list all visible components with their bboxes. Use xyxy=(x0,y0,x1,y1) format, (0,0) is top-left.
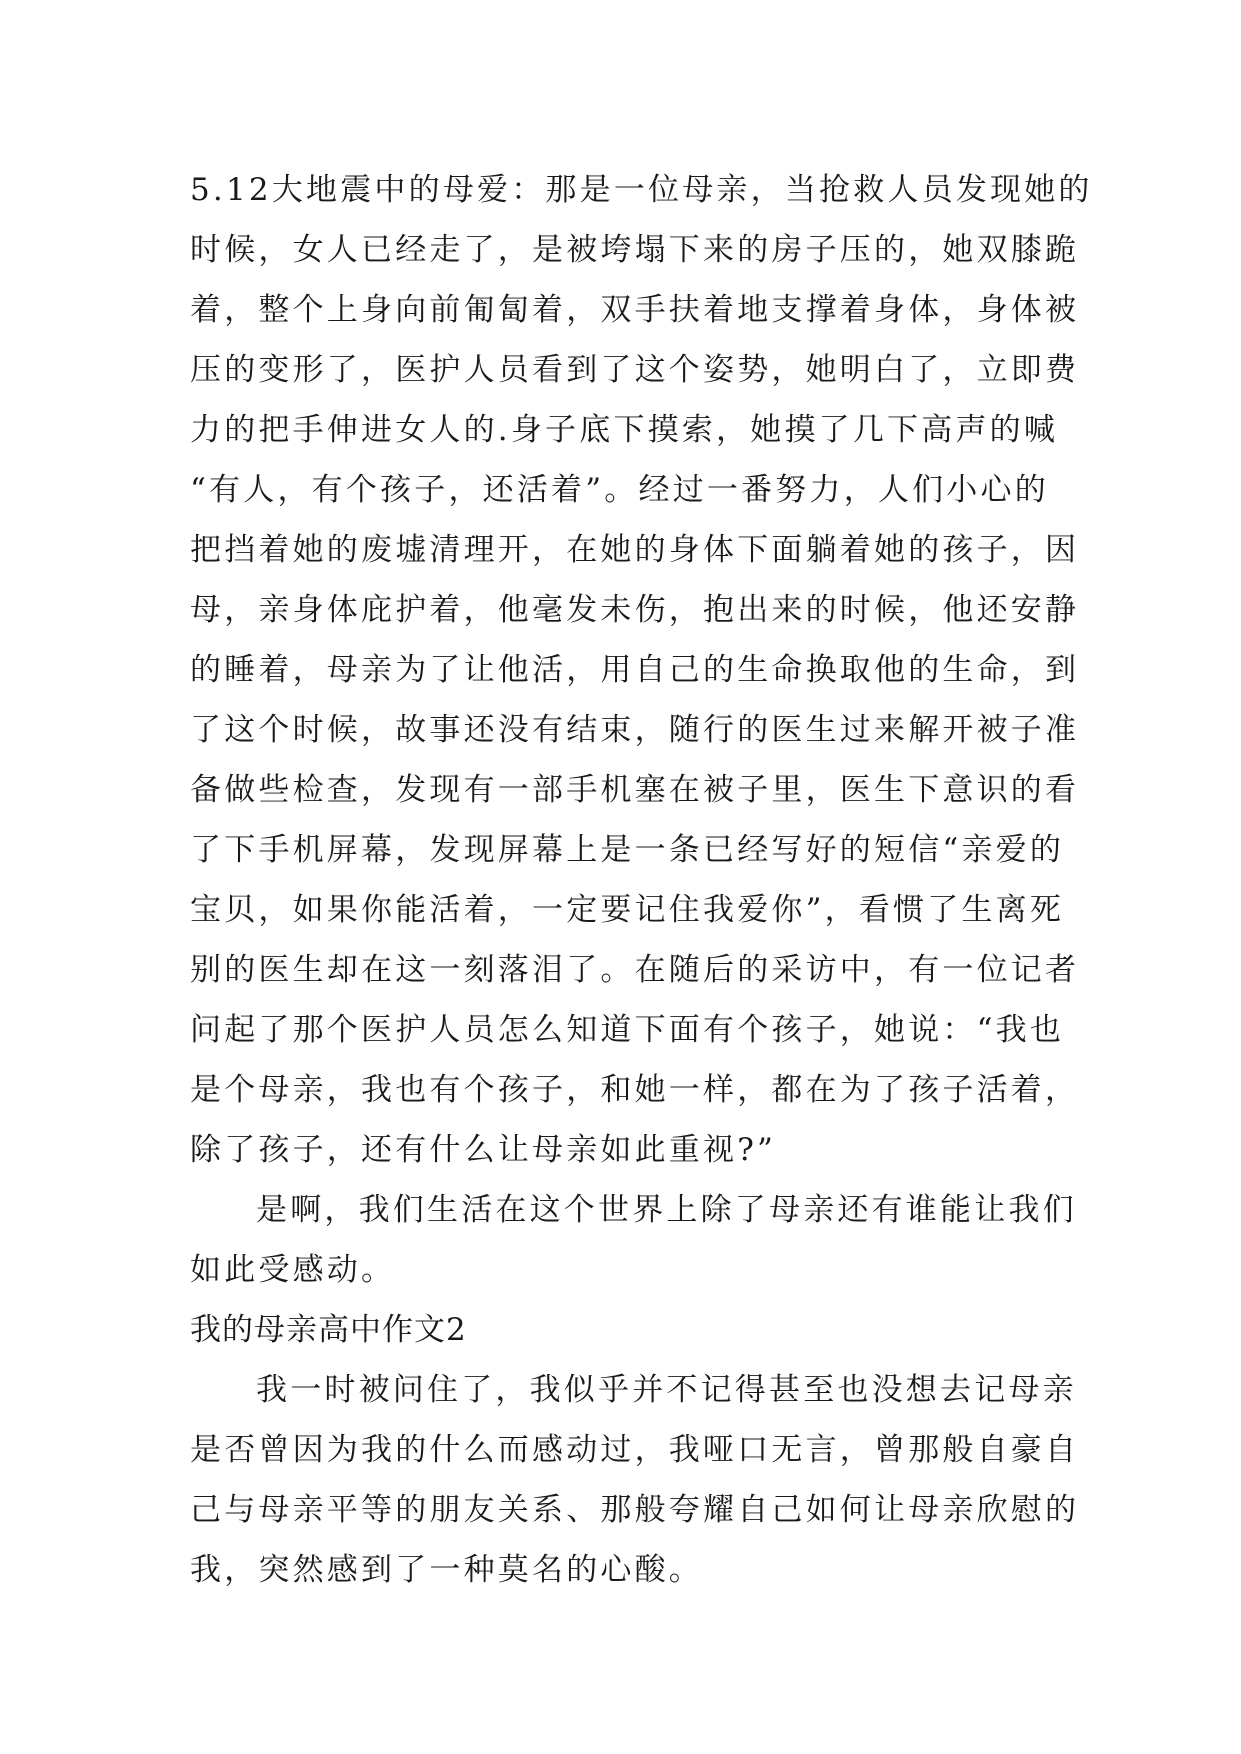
text-line: 问起了那个医护人员怎么知道下面有个孩子，她说：“我也 xyxy=(190,1012,1065,1048)
text-line: 了这个时候，故事还没有结束，随行的医生过来解开被子准 xyxy=(190,712,1080,748)
text-line: “有人，有个孩子，还活着”。经过一番努力，人们小心的 xyxy=(190,472,1049,508)
text-line: 5.12大地震中的母爱：那是一位母亲，当抢救人员发现她的 xyxy=(190,172,1093,208)
text-line: 母，亲身体庇护着，他毫发未伤，抱出来的时候，他还安静 xyxy=(190,592,1080,628)
text-line: 是啊，我们生活在这个世界上除了母亲还有谁能让我们 xyxy=(256,1192,1077,1228)
text-line: 着，整个上身向前匍匐着，双手扶着地支撑着身体，身体被 xyxy=(190,292,1080,328)
text-line: 我一时被问住了，我似乎并不记得甚至也没想去记母亲 xyxy=(256,1372,1077,1408)
text-line: 了下手机屏幕，发现屏幕上是一条已经写好的短信“亲爱的 xyxy=(190,832,1065,868)
heading-text: 我的母亲高中作文2 xyxy=(190,1312,467,1348)
text-line: 是否曾因为我的什么而感动过，我哑口无言，曾那般自豪自 xyxy=(190,1432,1080,1468)
section-heading xyxy=(190,1300,1060,1360)
text-line: 把挡着她的废墟清理开，在她的身体下面躺着她的孩子，因 xyxy=(190,532,1080,568)
text-line: 力的把手伸进女人的.身子底下摸索，她摸了几下高声的喊 xyxy=(190,412,1059,448)
paragraph-reflection xyxy=(190,1180,1077,1300)
paragraph-essay-2 xyxy=(190,1360,1080,1600)
text-line: 的睡着，母亲为了让他活，用自己的生命换取他的生命，到 xyxy=(190,652,1080,688)
text-line: 别的医生却在这一刻落泪了。在随后的采访中，有一位记者 xyxy=(190,952,1080,988)
text-line: 是个母亲，我也有个孩子，和她一样，都在为了孩子活着， xyxy=(190,1072,1080,1108)
document-body xyxy=(190,160,1093,1600)
text-line: 宝贝，如果你能活着，一定要记住我爱你”，看惯了生离死 xyxy=(190,892,1065,928)
text-line: 备做些检查，发现有一部手机塞在被子里，医生下意识的看 xyxy=(190,772,1080,808)
text-line: 时候，女人已经走了，是被垮塌下来的房子压的，她双膝跪 xyxy=(190,232,1080,268)
text-line: 如此受感动。 xyxy=(190,1252,396,1288)
text-line: 压的变形了，医护人员看到了这个姿势，她明白了，立即费 xyxy=(190,352,1080,388)
text-line: 己与母亲平等的朋友关系、那般夸耀自己如何让母亲欣慰的 xyxy=(190,1492,1080,1528)
text-line: 我，突然感到了一种莫名的心酸。 xyxy=(190,1552,703,1588)
paragraph-earthquake-story xyxy=(190,160,1093,1180)
text-line: 除了孩子，还有什么让母亲如此重视?” xyxy=(190,1132,777,1168)
